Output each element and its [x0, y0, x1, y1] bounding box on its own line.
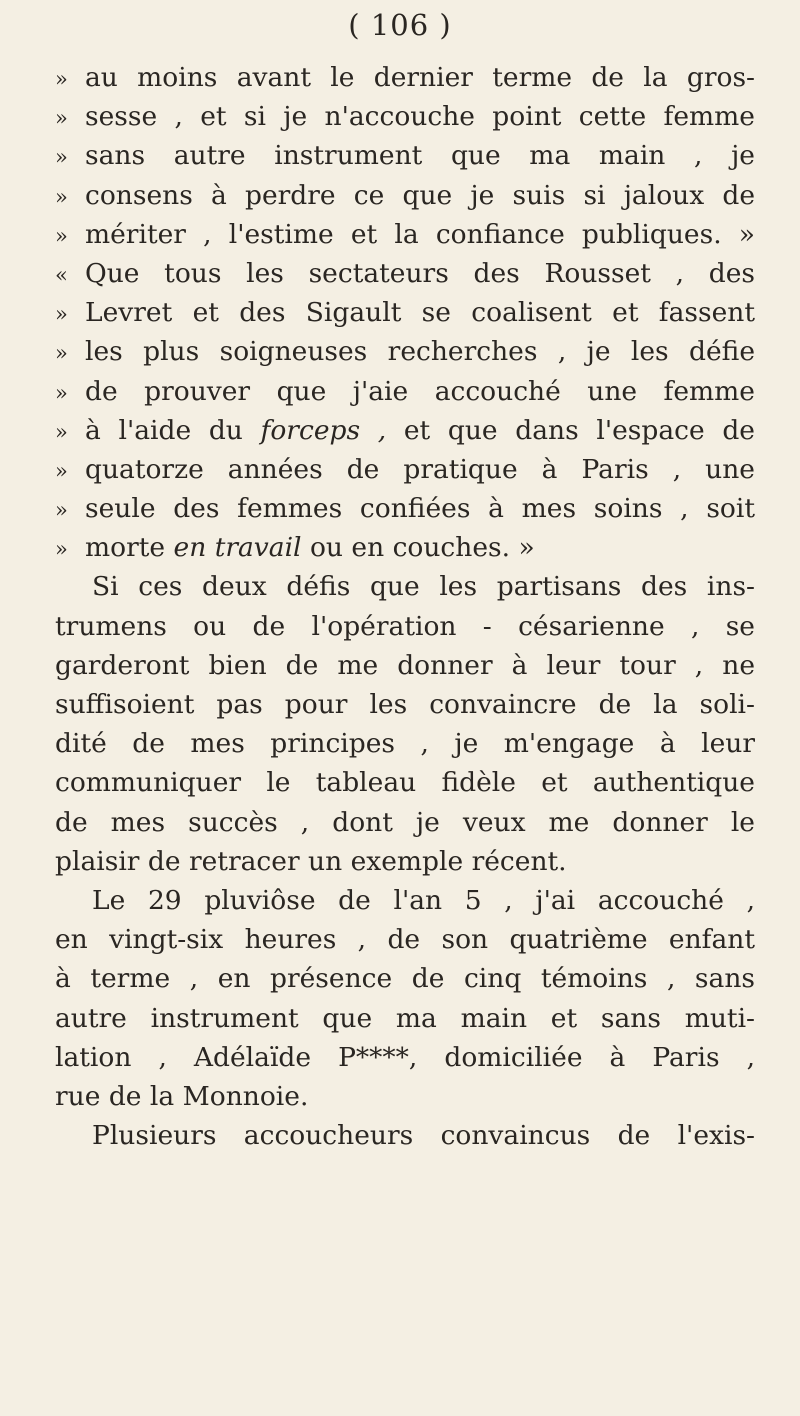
line-text: à l'aide du [85, 414, 261, 446]
text-line [55, 58, 755, 97]
quote-mark: » [55, 184, 68, 209]
line-text: et que dans l'espace de [386, 414, 755, 446]
text-line [55, 97, 755, 136]
line-text: les plus soigneuses recherches , je les défie [85, 336, 755, 368]
text-line [55, 920, 755, 959]
quote-mark: » [55, 145, 68, 170]
line-text: plaisir de retracer un exemple récent. [55, 845, 567, 877]
text-line [55, 567, 755, 606]
text-line [55, 332, 755, 371]
text-line [55, 685, 755, 724]
text-line [55, 1038, 755, 1077]
line-text: sans autre instrument que ma main , je [85, 140, 755, 172]
text-line [55, 450, 755, 489]
line-text: Le 29 pluviôse de l'an 5 , j'ai accouché , [92, 884, 755, 916]
line-text: suffisoient pas pour les convaincre de la soli- [55, 689, 755, 720]
text-line [55, 959, 755, 998]
line-text: Que tous les sectateurs des Rousset , des [85, 257, 755, 289]
text-line [55, 528, 755, 567]
text-line [55, 372, 755, 411]
line-text: communiquer le tableau fidèle et authentique [55, 767, 755, 799]
quote-mark: » [55, 302, 68, 327]
line-text: morte [85, 532, 174, 564]
italic-term: en travail [173, 532, 302, 564]
text-line [55, 607, 755, 646]
text-line [55, 293, 755, 332]
text-line [55, 1077, 755, 1116]
line-text: de mes succès , dont je veux me donner le [55, 806, 755, 838]
line-text: sesse , et si je n'accouche point cette femme [85, 101, 755, 133]
quote-mark: » [55, 106, 68, 131]
quote-mark: » [55, 537, 68, 562]
text-line [55, 842, 755, 881]
text-line [55, 646, 755, 685]
text-line [55, 881, 755, 920]
text-line [55, 763, 755, 802]
line-text: Si ces deux défis que les partisans des ins- [92, 571, 755, 603]
line-text: de prouver que j'aie accouché une femme [85, 375, 755, 407]
body-text [55, 58, 755, 1155]
text-line [55, 489, 755, 528]
line-text: consens à perdre ce que je suis si jaloux de [85, 179, 755, 211]
line-text: mériter , l'estime et la confiance publiques. » [85, 218, 755, 250]
line-text: à terme , en présence de cinq témoins , sans [55, 963, 755, 995]
line-text: Plusieurs accoucheurs convaincus de l'exis- [92, 1120, 755, 1152]
line-text: lation , Adélaïde P****, domiciliée à Paris , [55, 1041, 755, 1073]
line-text: ou en couches. » [301, 532, 535, 564]
quote-mark: » [55, 419, 68, 444]
text-line [55, 999, 755, 1038]
line-text: Levret et des Sigault se coalisent et fassent [85, 297, 755, 329]
quote-mark: » [55, 458, 68, 483]
quote-mark: » [55, 498, 68, 523]
text-line [55, 215, 755, 254]
page-number: ( 106 ) [348, 8, 452, 42]
line-text: seule des femmes confiées à mes soins , soit [85, 493, 755, 525]
text-line [55, 1116, 755, 1155]
quote-mark: « [55, 262, 68, 287]
quote-mark: » [55, 380, 68, 405]
text-line [55, 724, 755, 763]
quote-mark: » [55, 341, 68, 366]
text-line [55, 176, 755, 215]
text-line [55, 254, 755, 293]
quote-mark: » [55, 67, 68, 91]
line-text: garderont bien de me donner à leur tour , ne [55, 649, 755, 681]
line-text: trumens ou de l'opération - césarienne , se [55, 610, 755, 642]
line-text: rue de la Monnoie. [55, 1080, 309, 1112]
line-text: quatorze années de pratique à Paris , une [85, 453, 755, 485]
line-text: autre instrument que ma main et sans muti- [55, 1002, 755, 1034]
text-line [55, 411, 755, 450]
text-line [55, 136, 755, 175]
line-text: en vingt-six heures , de son quatrième enfant [55, 924, 755, 956]
line-text: dité de mes principes , je m'engage à leur [55, 728, 755, 760]
quote-mark: » [55, 223, 68, 248]
italic-term: forceps , [260, 414, 387, 446]
line-text: au moins avant le dernier terme de la gros- [85, 62, 755, 93]
text-line [55, 803, 755, 842]
